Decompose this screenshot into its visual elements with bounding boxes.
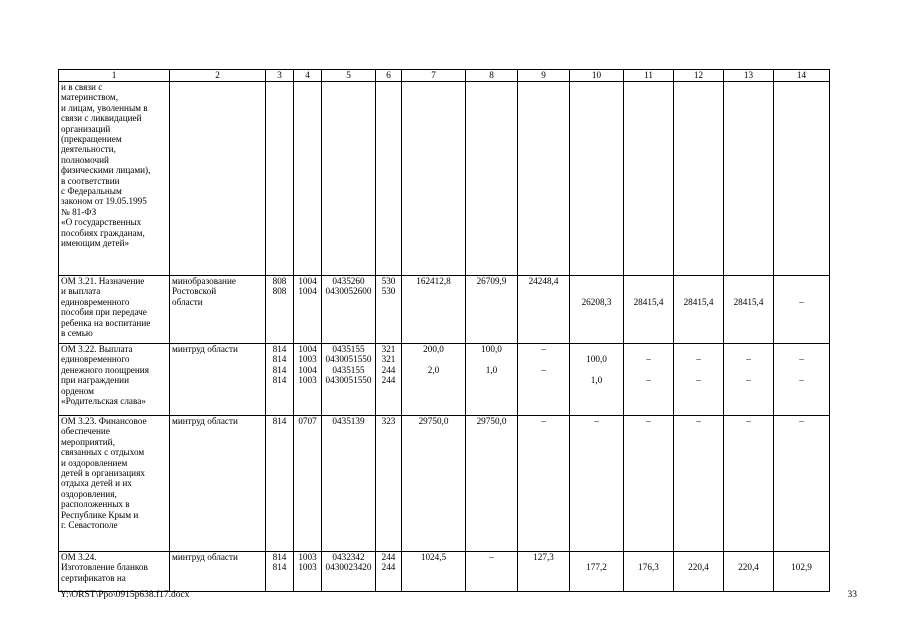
value	[404, 354, 463, 364]
description-line: законом от 19.05.1995	[61, 196, 147, 207]
value: 323	[381, 416, 396, 426]
column-header-7: 7	[402, 70, 466, 82]
col-14-cell	[774, 552, 830, 592]
value: 2,0	[427, 364, 440, 375]
value: –	[541, 364, 546, 375]
col-3-cell	[266, 552, 294, 592]
description-line: имеющим детей»	[61, 238, 130, 249]
executor-line: минтруд области	[172, 344, 238, 354]
executor-line: минтруд области	[172, 552, 238, 562]
value	[726, 365, 771, 375]
executor	[170, 416, 266, 552]
value: 24248,4	[528, 276, 559, 286]
table-row	[59, 344, 830, 416]
col-14-cell	[774, 416, 830, 552]
value	[520, 354, 567, 364]
col-9-cell	[518, 344, 570, 416]
value: –	[696, 375, 701, 386]
description-line: и выплата	[61, 286, 101, 297]
value: 0435260	[332, 276, 365, 286]
value: –	[646, 416, 651, 426]
description-line: оздоровления,	[61, 488, 117, 499]
col-4-cell	[294, 344, 322, 416]
col-10-cell	[570, 344, 624, 416]
column-header-12: 12	[674, 70, 724, 82]
value: 244	[381, 562, 396, 573]
value: 808	[272, 276, 287, 286]
value	[726, 552, 771, 562]
value	[676, 286, 721, 296]
col-12-cell	[674, 416, 724, 552]
description-line: сертификатов на	[61, 572, 126, 583]
value: 814	[272, 552, 287, 562]
col-14-cell	[774, 82, 830, 276]
value: 1,0	[590, 375, 603, 386]
value	[520, 375, 567, 385]
value	[572, 286, 621, 296]
description-line: связи с ликвидацией	[61, 113, 142, 124]
executor-line: области	[172, 296, 203, 307]
value	[404, 375, 463, 385]
col-10-cell	[570, 416, 624, 552]
col-5-cell	[322, 276, 376, 344]
col-3-cell	[266, 82, 294, 276]
value: 0435155	[332, 344, 365, 354]
value: 1004	[298, 344, 317, 354]
value: 102,9	[791, 562, 812, 573]
description-line: денежного поощрения	[61, 364, 149, 375]
description-line: Республике Крым и	[61, 509, 139, 520]
description-line: единовременного	[61, 296, 130, 307]
executor	[170, 276, 266, 344]
value: 1024,5	[420, 552, 447, 562]
value: –	[746, 354, 751, 365]
col-13-cell	[724, 344, 774, 416]
measure-description	[59, 276, 170, 344]
col-9-cell	[518, 552, 570, 592]
col-12-cell	[674, 344, 724, 416]
col-4-cell	[294, 82, 322, 276]
file-path: Y:\ORST\Ppo\0915p638.f17.docx	[60, 590, 190, 600]
col-11-cell	[624, 82, 674, 276]
col-5-cell	[322, 416, 376, 552]
value	[324, 297, 373, 307]
value: 0430052600	[325, 286, 372, 297]
executor	[170, 552, 266, 592]
value	[776, 276, 827, 286]
description-line: ОМ 3.24.	[61, 552, 97, 562]
description-line: г. Севастополе	[61, 520, 118, 531]
col-14-cell	[774, 276, 830, 344]
column-header-6: 6	[376, 70, 402, 82]
description-line: ОМ 3.21. Назначение	[61, 276, 145, 286]
column-header-13: 13	[724, 70, 774, 82]
col-6-cell	[376, 416, 402, 552]
value: 127,3	[533, 552, 554, 562]
value: 0430023420	[325, 562, 372, 573]
value	[726, 276, 771, 286]
executor	[170, 82, 266, 276]
value: 814	[272, 562, 287, 573]
col-7-cell	[402, 276, 466, 344]
col-11-cell	[624, 552, 674, 592]
col-10-cell	[570, 82, 624, 276]
description-line: обеспечение	[61, 426, 110, 437]
value	[468, 297, 515, 307]
value: 244	[381, 552, 396, 562]
value: 220,4	[688, 562, 709, 573]
description-line: пособия при передаче	[61, 307, 147, 318]
value: –	[799, 375, 804, 386]
value: 0435139	[332, 416, 365, 426]
column-header-3: 3	[266, 70, 294, 82]
value	[268, 297, 291, 307]
value: 530	[381, 276, 396, 286]
value: 162412,8	[416, 276, 451, 286]
value: 100,0	[586, 354, 607, 365]
col-6-cell	[376, 82, 402, 276]
col-5-cell	[322, 82, 376, 276]
value	[468, 286, 515, 296]
description-line: и в связи с	[61, 82, 103, 92]
value: 26208,3	[581, 296, 612, 307]
value: 1004	[298, 276, 317, 286]
value	[776, 344, 827, 354]
value	[626, 276, 671, 286]
description-line: «Родительская слава»	[61, 396, 146, 407]
description-line: отдыха детей и их	[61, 478, 132, 489]
value: –	[799, 296, 804, 307]
value: –	[799, 416, 804, 426]
col-6-cell	[376, 552, 402, 592]
value: –	[696, 416, 701, 426]
value	[776, 552, 827, 562]
value: 176,3	[638, 562, 659, 573]
value	[572, 344, 621, 354]
value	[378, 297, 399, 307]
measure-description	[59, 416, 170, 552]
value: 1003	[298, 354, 317, 365]
column-header-1: 1	[59, 70, 170, 82]
value: 244	[381, 364, 396, 375]
column-header-10: 10	[570, 70, 624, 82]
col-9-cell	[518, 416, 570, 552]
value: 0430051550	[325, 375, 372, 386]
col-10-cell	[570, 276, 624, 344]
value: 814	[272, 364, 287, 375]
table-row	[59, 82, 830, 276]
description-line: Изготовление бланков	[61, 562, 148, 573]
col-3-cell	[266, 416, 294, 552]
description-line: ребенка на воспитание	[61, 317, 151, 328]
value	[296, 297, 319, 307]
column-header-14: 14	[774, 70, 830, 82]
value	[520, 286, 567, 296]
description-line: полномочий	[61, 154, 109, 165]
value	[468, 354, 515, 364]
value	[726, 286, 771, 296]
description-line: и лицам, уволенным в	[61, 102, 148, 113]
description-line: № 81-ФЗ	[61, 206, 97, 217]
value	[572, 276, 621, 286]
value	[626, 344, 671, 354]
col-5-cell	[322, 552, 376, 592]
value: 28415,4	[733, 296, 764, 307]
col-6-cell	[376, 276, 402, 344]
budget-table-sheet	[58, 69, 830, 592]
col-8-cell	[466, 552, 518, 592]
executor-line: минобразование	[172, 276, 236, 286]
description-line: орденом	[61, 385, 94, 396]
value: 244	[381, 375, 396, 386]
executor-line: минтруд области	[172, 416, 238, 426]
col-3-cell	[266, 276, 294, 344]
description-line: ОМ 3.22. Выплата	[61, 344, 133, 354]
value	[404, 286, 463, 296]
page-number: 33	[847, 590, 857, 600]
value: 100,0	[481, 344, 502, 354]
value: 814	[272, 354, 287, 365]
col-6-cell	[376, 344, 402, 416]
col-11-cell	[624, 344, 674, 416]
col-4-cell	[294, 416, 322, 552]
value: 1,0	[485, 364, 498, 375]
col-5-cell	[322, 344, 376, 416]
description-line: ОМ 3.23. Финансовое	[61, 416, 147, 426]
column-header-2: 2	[170, 70, 266, 82]
value: 200,0	[423, 344, 444, 354]
value	[626, 365, 671, 375]
description-line: мероприятий,	[61, 436, 115, 447]
col-7-cell	[402, 416, 466, 552]
column-header-4: 4	[294, 70, 322, 82]
value: –	[646, 375, 651, 386]
description-line: связанных с отдыхом	[61, 447, 145, 458]
value: –	[746, 375, 751, 386]
description-line: при награждении	[61, 375, 130, 386]
col-13-cell	[724, 82, 774, 276]
description-line: в соответствии	[61, 175, 120, 186]
col-10-cell	[570, 552, 624, 592]
col-8-cell	[466, 416, 518, 552]
description-line: организаций	[61, 123, 111, 134]
value	[572, 365, 621, 375]
value: 1003	[298, 375, 317, 386]
value: 1004	[298, 364, 317, 375]
value	[520, 297, 567, 307]
value	[520, 562, 567, 572]
col-4-cell	[294, 552, 322, 592]
description-line: единовременного	[61, 354, 130, 365]
col-12-cell	[674, 276, 724, 344]
col-13-cell	[724, 416, 774, 552]
value: 220,4	[738, 562, 759, 573]
value: 321	[381, 344, 396, 354]
value	[676, 276, 721, 286]
value	[676, 552, 721, 562]
value	[626, 552, 671, 562]
value: 28415,4	[633, 296, 664, 307]
description-line: пособиях гражданам,	[61, 227, 145, 238]
value: 321	[381, 354, 396, 365]
col-8-cell	[466, 344, 518, 416]
col-8-cell	[466, 82, 518, 276]
column-header-5: 5	[322, 70, 376, 82]
measure-description	[59, 344, 170, 416]
value: 1004	[298, 286, 317, 297]
description-line: материнством,	[61, 92, 119, 103]
value: 0430051550	[325, 354, 372, 365]
value: –	[696, 354, 701, 365]
value: 26709,9	[476, 276, 507, 286]
description-line: деятельности,	[61, 144, 116, 155]
column-header-9: 9	[518, 70, 570, 82]
executor	[170, 344, 266, 416]
value	[726, 344, 771, 354]
value: 1003	[298, 552, 317, 562]
value: –	[489, 552, 494, 562]
value: 0432342	[332, 552, 365, 562]
value: 814	[272, 375, 287, 386]
value: –	[799, 354, 804, 365]
col-7-cell	[402, 344, 466, 416]
header-row	[59, 70, 830, 82]
value: 29750,0	[476, 416, 507, 426]
value: 28415,4	[683, 296, 714, 307]
value: 530	[381, 286, 396, 297]
description-line: детей в организациях	[61, 468, 145, 479]
value: 29750,0	[418, 416, 449, 426]
measure-description	[59, 82, 170, 276]
budget-table	[58, 69, 830, 592]
value: 0435155	[332, 364, 365, 375]
col-9-cell	[518, 82, 570, 276]
col-12-cell	[674, 552, 724, 592]
value: –	[594, 416, 599, 426]
column-header-8: 8	[466, 70, 518, 82]
col-4-cell	[294, 276, 322, 344]
value	[572, 552, 621, 562]
value	[468, 562, 515, 572]
table-row	[59, 276, 830, 344]
value: 814	[272, 416, 287, 426]
value	[404, 562, 463, 572]
col-11-cell	[624, 416, 674, 552]
col-13-cell	[724, 552, 774, 592]
value: 1003	[298, 562, 317, 573]
description-line: расположенных в	[61, 499, 130, 510]
value: –	[541, 344, 546, 354]
description-line: физическими лицами),	[61, 165, 151, 176]
executor-line: Ростовской	[172, 286, 217, 297]
col-9-cell	[518, 276, 570, 344]
value	[626, 286, 671, 296]
value	[676, 365, 721, 375]
table-row	[59, 416, 830, 552]
col-8-cell	[466, 276, 518, 344]
value: 177,2	[586, 562, 607, 573]
table-row	[59, 552, 830, 592]
value: 808	[272, 286, 287, 297]
value	[676, 344, 721, 354]
col-13-cell	[724, 276, 774, 344]
value: –	[541, 416, 546, 426]
description-line: в семью	[61, 328, 93, 339]
description-line: с Федеральным	[61, 186, 122, 197]
value	[404, 297, 463, 307]
col-12-cell	[674, 82, 724, 276]
column-header-11: 11	[624, 70, 674, 82]
value	[776, 286, 827, 296]
description-line: «О государственных	[61, 217, 142, 228]
value: –	[746, 416, 751, 426]
value	[468, 375, 515, 385]
col-7-cell	[402, 82, 466, 276]
col-11-cell	[624, 276, 674, 344]
description-line: (прекращением	[61, 134, 122, 145]
value: 814	[272, 344, 287, 354]
measure-description	[59, 552, 170, 592]
col-7-cell	[402, 552, 466, 592]
description-line: и оздоровлением	[61, 457, 128, 468]
value: –	[646, 354, 651, 365]
value: 0707	[298, 416, 317, 426]
col-14-cell	[774, 344, 830, 416]
col-3-cell	[266, 344, 294, 416]
value	[776, 365, 827, 375]
